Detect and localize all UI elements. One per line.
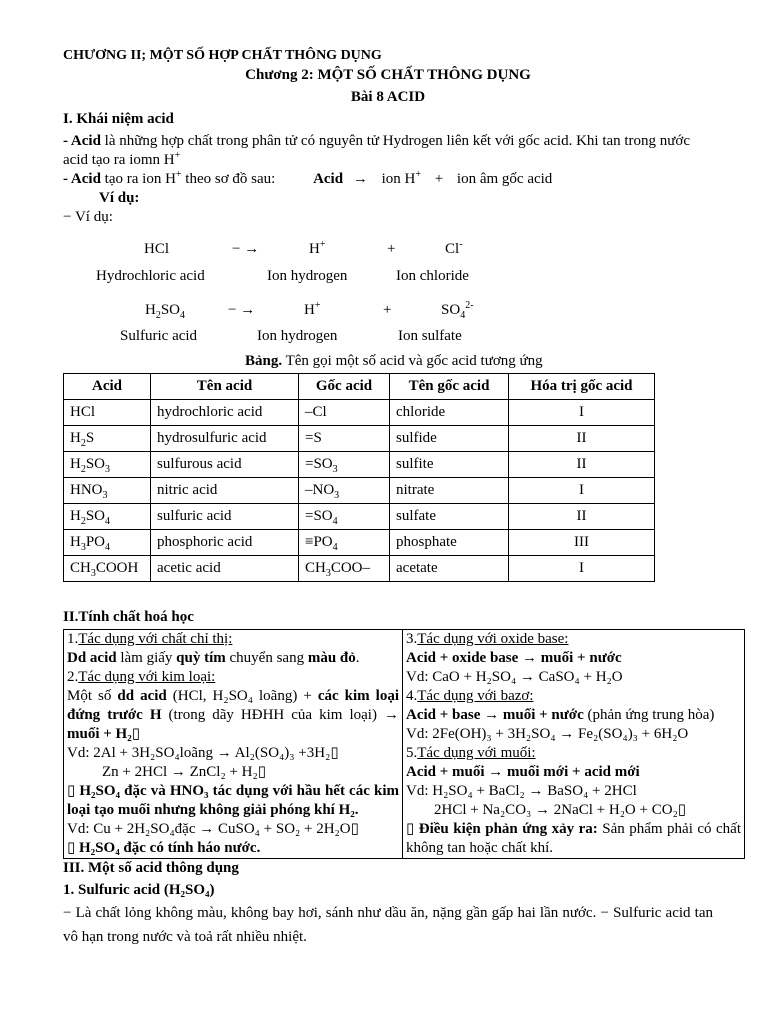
prop5-rule: Acid + muối → muối mới + acid mới bbox=[406, 764, 640, 780]
table-caption-text: Tên gọi một số acid và gốc acid tương ứng bbox=[282, 353, 543, 369]
sulfuric-acid-heading: 1. Sulfuric acid (H₂SO₄) bbox=[63, 882, 215, 898]
plus-sup: + bbox=[175, 169, 182, 180]
lesson-title: Bài 8 ACID bbox=[350, 89, 426, 105]
table-cell: I bbox=[509, 478, 655, 504]
prop3-rule: Acid + oxide base → muối + nước bbox=[406, 650, 622, 666]
table-row bbox=[64, 452, 655, 478]
col-header: Tên acid bbox=[151, 374, 299, 400]
equation-hcl bbox=[63, 241, 713, 266]
chemical-properties-table bbox=[63, 629, 745, 859]
eq1-anion: Cl- bbox=[445, 239, 463, 257]
missing-glyph-icon: ▯ bbox=[677, 802, 687, 818]
table-cell: sulfite bbox=[390, 452, 509, 478]
prop5-condition: ▯ Điều kiện phản ứng xảy ra: Sản phẩm phải có chất không tan hoặc chất khí. bbox=[406, 821, 741, 856]
section2-heading: II.Tính chất hoá học bbox=[63, 609, 194, 625]
table-cell: hydrosulfuric acid bbox=[151, 426, 299, 452]
table-cell: $CH_3COO-$ bbox=[299, 556, 390, 582]
section3-heading: III. Một số acid thông dụng bbox=[63, 860, 239, 876]
table-cell: nitrate bbox=[390, 478, 509, 504]
example-plain: − Ví dụ: bbox=[63, 209, 113, 225]
table-cell: sulfurous acid bbox=[151, 452, 299, 478]
chapter-title: Chương 2: MỘT SỐ CHẤT THÔNG DỤNG bbox=[245, 67, 531, 83]
table-cell: II bbox=[509, 452, 655, 478]
prop2-example-3: Vd: Cu + 2H₂SO₄đặc → CuSO₄ + SO₂ + 2H₂O▯ bbox=[67, 821, 359, 837]
eq1-cation: H+ bbox=[309, 239, 326, 257]
eq1-acid: HCl bbox=[144, 241, 170, 257]
eq1-acid-name: Hydrochloric acid bbox=[96, 268, 205, 284]
table-row bbox=[64, 556, 655, 582]
scheme-acid: Acid bbox=[313, 171, 344, 187]
table-cell: acetic acid bbox=[151, 556, 299, 582]
eq2-plus: + bbox=[383, 302, 392, 318]
col-header: Hóa trị gốc acid bbox=[509, 374, 655, 400]
col-header: Acid bbox=[64, 374, 151, 400]
missing-glyph-icon: ▯ bbox=[67, 783, 76, 799]
example-bold: Ví dụ: bbox=[99, 190, 140, 206]
table-cell: $-NO_3$ bbox=[299, 478, 390, 504]
equation-h2so4-names bbox=[63, 328, 713, 353]
acid-scheme-line bbox=[63, 170, 713, 189]
scheme-plus: + bbox=[434, 171, 444, 187]
table-cell: $CH_3COOH$ bbox=[64, 556, 151, 582]
table-cell: HCl bbox=[64, 400, 151, 426]
acid-scheme-text: tạo ra ion H bbox=[100, 171, 176, 187]
chapter-caps-heading: CHƯƠNG II; MỘT SỐ HỢP CHẤT THÔNG DỤNG bbox=[63, 48, 382, 63]
table-cell: II bbox=[509, 504, 655, 530]
table-cell: phosphoric acid bbox=[151, 530, 299, 556]
scheme-ion: ion H bbox=[381, 171, 416, 187]
table-cell: $=SO_3$ bbox=[299, 452, 390, 478]
prop1-text: Dd acid làm giấy quỳ tím chuyển sang màu đỏ. bbox=[67, 650, 360, 666]
missing-glyph-icon: ▯ bbox=[330, 745, 339, 761]
table-cell: $\equiv PO_4$ bbox=[299, 530, 390, 556]
scheme-arrow: → bbox=[352, 171, 368, 187]
table-row bbox=[64, 426, 655, 452]
table-cell: $H_3PO_4$ bbox=[64, 530, 151, 556]
table-cell: $H_2SO_4$ bbox=[64, 504, 151, 530]
eq2-anion-name: Ion sulfate bbox=[398, 328, 462, 344]
eq2-acid-name: Sulfuric acid bbox=[120, 328, 198, 344]
missing-glyph-icon: ▯ bbox=[131, 726, 140, 742]
eq1-anion-name: Ion chloride bbox=[396, 268, 469, 284]
prop4-example: Vd: 2Fe(OH)₃ + 3H₂SO₄ → Fe₂(SO₄)₃ + 6H₂O bbox=[406, 726, 689, 742]
equation-h2so4 bbox=[63, 302, 713, 327]
table-row bbox=[64, 504, 655, 530]
prop3-title: 3.Tác dụng với oxide base: bbox=[406, 631, 569, 647]
table-cell: $H_2S$ bbox=[64, 426, 151, 452]
table-cell: II bbox=[509, 426, 655, 452]
table-caption-label: Bảng. bbox=[245, 353, 283, 369]
equation-hcl-names bbox=[63, 268, 713, 293]
prop4-title: 4.Tác dụng với bazơ: bbox=[406, 688, 534, 704]
eq2-acid: $H_2SO_4$ bbox=[145, 302, 186, 321]
eq2-arrow: − → bbox=[228, 302, 256, 318]
table-cell: chloride bbox=[390, 400, 509, 426]
eq1-plus: + bbox=[387, 241, 396, 257]
document-page bbox=[63, 46, 741, 949]
table-cell: sulfate bbox=[390, 504, 509, 530]
prop5-title: 5.Tác dụng với muối: bbox=[406, 745, 536, 761]
table-cell: $HNO_3$ bbox=[64, 478, 151, 504]
properties-right-cell bbox=[403, 630, 745, 859]
prop4-rule: Acid + base → muối + nước (phản ứng trung hòa) bbox=[406, 707, 715, 723]
col-header: Tên gốc acid bbox=[390, 374, 509, 400]
table-cell: nitric acid bbox=[151, 478, 299, 504]
col-header: Gốc acid bbox=[299, 374, 390, 400]
table-row bbox=[64, 530, 655, 556]
missing-glyph-icon: ▯ bbox=[350, 821, 359, 837]
eq1-arrow: − → bbox=[232, 241, 260, 257]
sulfuric-acid-text: − Là chất lỏng không màu, không bay hơi, sánh như dầu ăn, nặng gần gấp hai lần nước. − Sulfuric acid tan vô hạn trong nước và toả rất nhiều nhiệt. bbox=[63, 905, 713, 945]
acid-scheme-lead: - Acid bbox=[63, 171, 101, 187]
prop2-note: ▯ H₂SO₄ đặc và HNO₃ tác dụng với hầu hết các kim loại tạo muối nhưng không giải phóng khí H₂. bbox=[67, 783, 399, 818]
eq2-cation: H+ bbox=[304, 300, 321, 318]
table-row bbox=[64, 478, 655, 504]
missing-glyph-icon: ▯ bbox=[257, 764, 266, 780]
prop3-example: Vd: CaO + H₂SO₄ → CaSO₄ + H₂O bbox=[406, 669, 623, 685]
prop5-example-1: Vd: H₂SO₄ + BaCl₂ → BaSO₄ + 2HCl bbox=[406, 783, 637, 799]
table-cell: =S bbox=[299, 426, 390, 452]
plus-sup: + bbox=[415, 169, 421, 180]
table-caption bbox=[245, 352, 713, 371]
acid-definition bbox=[63, 132, 713, 170]
eq1-cation-name: Ion hydrogen bbox=[267, 268, 348, 284]
table-body bbox=[64, 400, 655, 582]
plus-sup: + bbox=[174, 150, 181, 161]
section1-heading: I. Khái niệm acid bbox=[63, 111, 174, 127]
table-cell: III bbox=[509, 530, 655, 556]
acid-definition-lead: - Acid bbox=[63, 133, 101, 149]
missing-glyph-icon: ▯ bbox=[67, 840, 76, 856]
table-cell: I bbox=[509, 400, 655, 426]
table-cell: $=SO_4$ bbox=[299, 504, 390, 530]
eq2-cation-name: Ion hydrogen bbox=[257, 328, 338, 344]
scheme-anion: ion âm gốc acid bbox=[456, 171, 553, 187]
table-cell: sulfuric acid bbox=[151, 504, 299, 530]
eq2-anion: $SO_4^{2-}$ bbox=[441, 300, 474, 321]
prop2-example-1: Vd: 2Al + 3H₂SO₄loãng → Al₂(SO₄)₃ +3H₂▯ bbox=[67, 745, 339, 761]
table-cell: phosphate bbox=[390, 530, 509, 556]
prop2-example-2: Zn + 2HCl → ZnCl₂ + H₂▯ bbox=[102, 764, 266, 780]
prop2-text: Một số dd acid (HCl, H₂SO₄ loãng) + các kim loại đứng trước H (trong dãy HĐHH của kim loại) → muối + H₂▯ bbox=[67, 688, 400, 742]
properties-left-cell bbox=[64, 630, 403, 859]
prop2-title: 2.Tác dụng với kim loại: bbox=[67, 669, 216, 685]
table-cell: I bbox=[509, 556, 655, 582]
prop2-note-2: ▯ H₂SO₄ đặc có tính háo nước. bbox=[67, 840, 261, 856]
table-cell: –Cl bbox=[299, 400, 390, 426]
acid-definition-text: là những hợp chất trong phân tử có nguyên tử Hydrogen liên kết với gốc acid. Khi tan trong nước acid tạo ra iomn H bbox=[63, 133, 691, 168]
acid-naming-table bbox=[63, 373, 655, 582]
table-cell: hydrochloric acid bbox=[151, 400, 299, 426]
table-cell: $H_2SO_3$ bbox=[64, 452, 151, 478]
prop5-example-2: 2HCl + Na₂CO₃ → 2NaCl + H₂O + CO₂▯ bbox=[434, 802, 687, 818]
missing-glyph-icon: ▯ bbox=[406, 821, 415, 837]
prop1-title: 1.Tác dụng với chất chỉ thị: bbox=[67, 631, 233, 647]
table-row bbox=[64, 400, 655, 426]
table-cell: sulfide bbox=[390, 426, 509, 452]
table-cell: acetate bbox=[390, 556, 509, 582]
acid-scheme-text2: theo sơ đồ sau: bbox=[181, 171, 276, 187]
table-header-row bbox=[64, 374, 655, 400]
